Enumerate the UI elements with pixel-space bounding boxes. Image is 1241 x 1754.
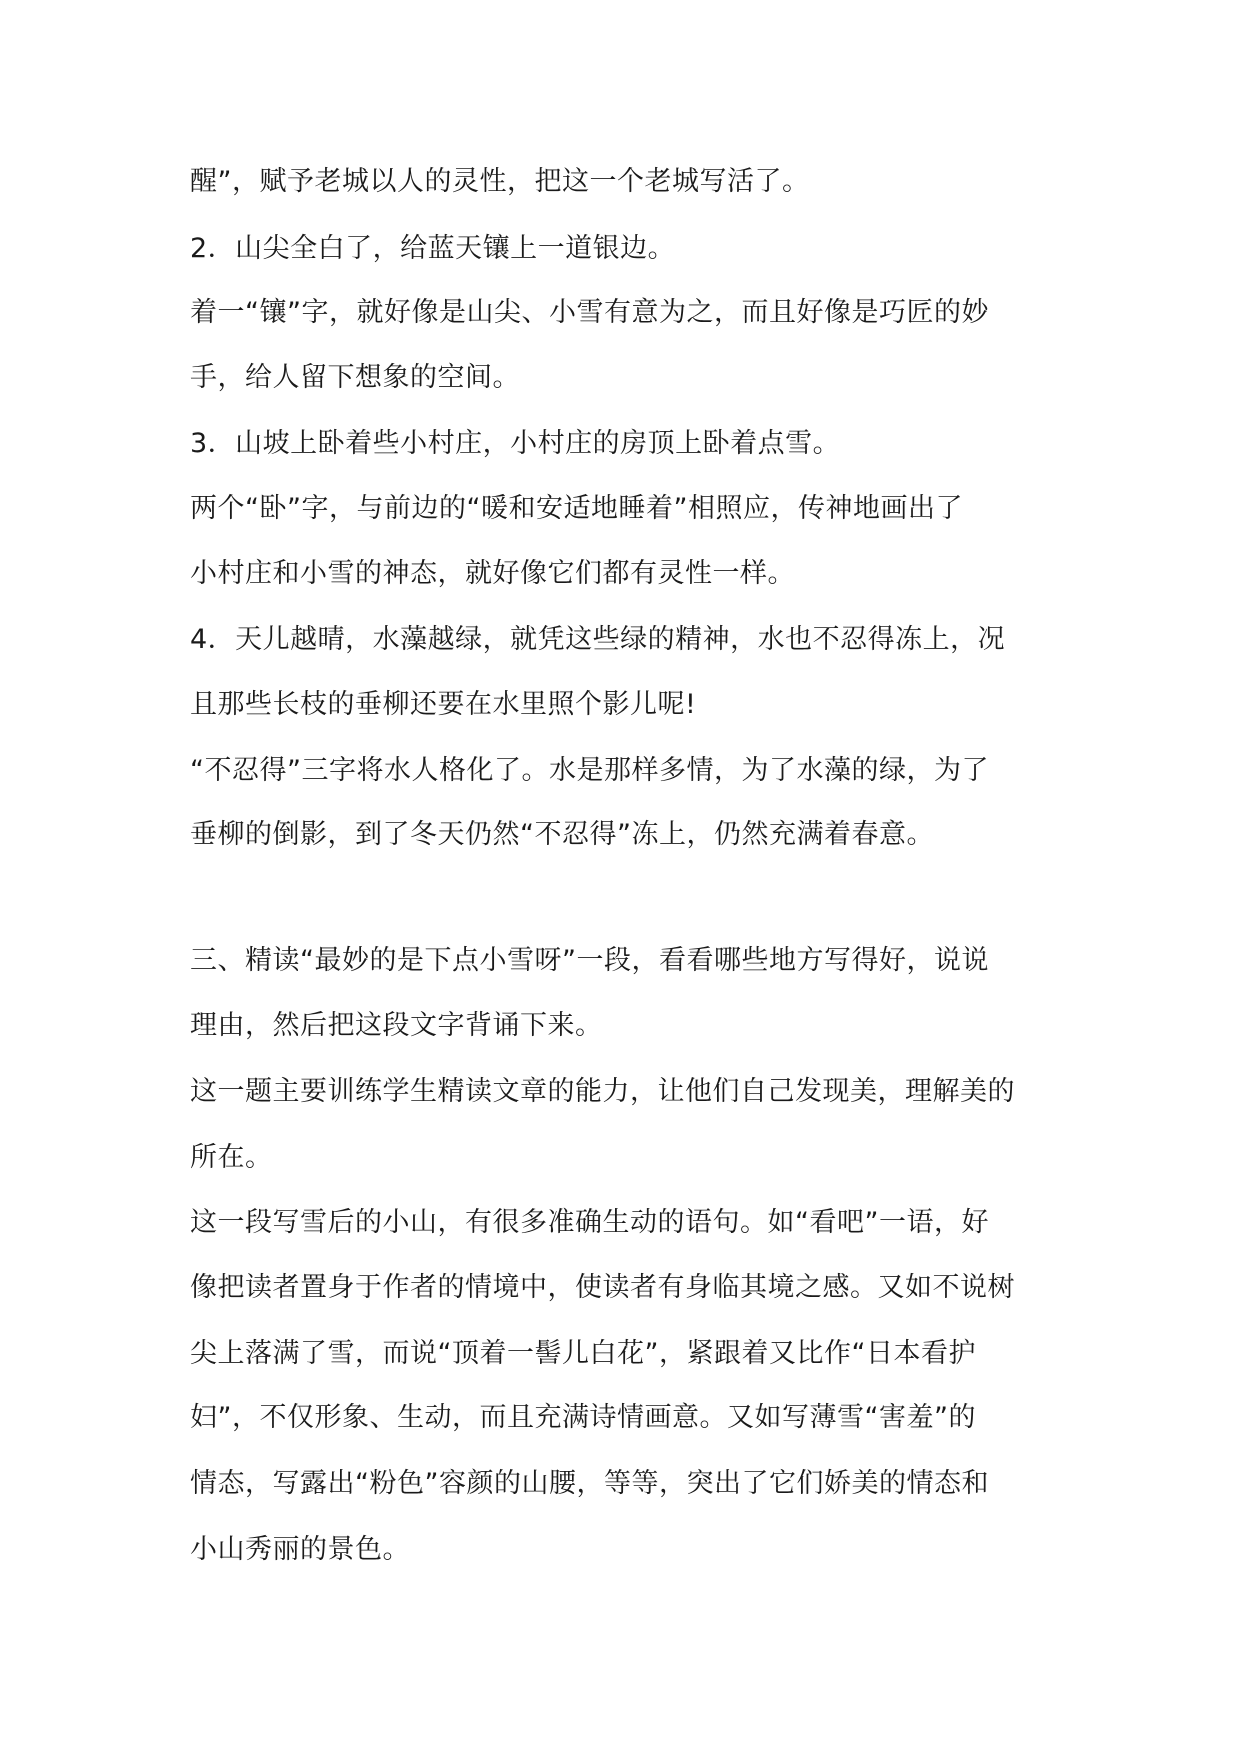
text-line: 小村庄和小雪的神态，就好像它们都有灵性一样。 (190, 558, 795, 589)
text-line: 醒”，赋予老城以人的灵性，把这一个老城写活了。 (190, 166, 810, 197)
text-line: 两个“卧”字，与前边的“暖和安适地睡着”相照应，传神地画出了 (190, 493, 963, 524)
text-line: 情态，写露出“粉色”容颜的山腰，等等，突出了它们娇美的情态和 (190, 1468, 989, 1499)
text-line: 3．山坡上卧着些小村庄，小村庄的房顶上卧着点雪。 (190, 428, 841, 459)
text-line: 这一段写雪后的小山，有很多准确生动的语句。如“看吧”一语，好 (190, 1207, 989, 1238)
text-line: 理由，然后把这段文字背诵下来。 (190, 1010, 603, 1041)
text-line: 三、精读“最妙的是下点小雪呀”一段，看看哪些地方写得好，说说 (190, 945, 989, 976)
text-line: 所在。 (190, 1142, 273, 1173)
text-line: 像把读者置身于作者的情境中，使读者有身临其境之感。又如不说树 (190, 1272, 1015, 1303)
text-line: “不忍得”三字将水人格化了。水是那样多情，为了水藻的绿，为了 (190, 755, 989, 786)
text-line: 手，给人留下想象的空间。 (190, 362, 520, 393)
text-line: 尖上落满了雪，而说“顶着一髻儿白花”，紧跟着又比作“日本看护 (190, 1338, 976, 1369)
text-line: 2．山尖全白了，给蓝天镶上一道银边。 (190, 233, 676, 264)
text-line: 且那些长枝的垂柳还要在水里照个影儿呢! (190, 689, 697, 720)
text-line: 着一“镶”字，就好像是山尖、小雪有意为之，而且好像是巧匠的妙 (190, 297, 989, 328)
text-line: 这一题主要训练学生精读文章的能力，让他们自己发现美，理解美的 (190, 1076, 1015, 1107)
text-line: 小山秀丽的景色。 (190, 1534, 410, 1565)
text-line: 4．天儿越晴，水藻越绿，就凭这些绿的精神，水也不忍得冻上，况 (190, 624, 1006, 655)
text-line: 垂柳的倒影，到了冬天仍然“不忍得”冻上，仍然充满着春意。 (190, 819, 934, 850)
text-line: 妇”，不仅形象、生动，而且充满诗情画意。又如写薄雪“害羞”的 (190, 1402, 976, 1433)
